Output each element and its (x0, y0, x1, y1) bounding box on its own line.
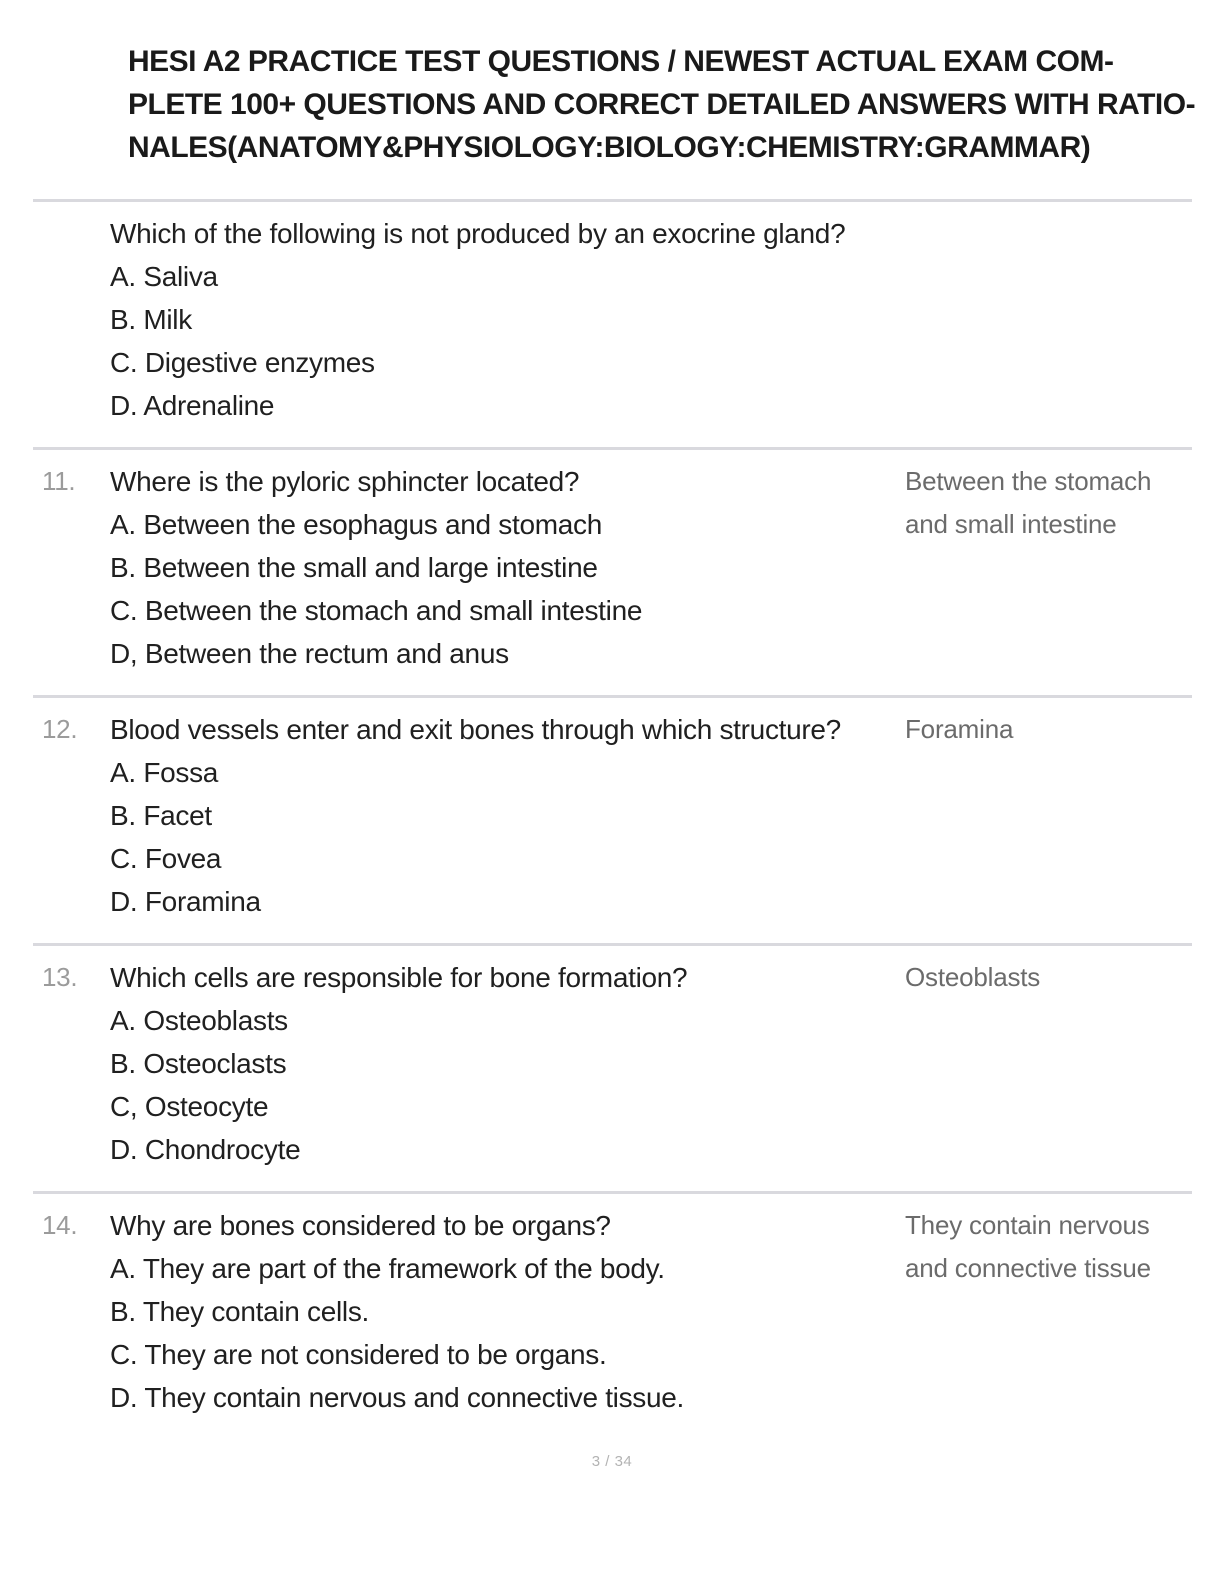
question-block (33, 447, 1192, 695)
answer-option-c: C. They are not considered to be organs. (110, 1339, 607, 1370)
answer-option-d: D. Chondrocyte (110, 1134, 301, 1165)
answer-option-d: D, Between the rectum and anus (110, 638, 509, 669)
question-text: Where is the pyloric sphincter located? (110, 466, 580, 497)
answer-option-d: D. Foramina (110, 886, 261, 917)
answer-option-c: C. Between the stomach and small intestine (110, 595, 643, 626)
question-body (110, 708, 905, 923)
question-text: Why are bones considered to be organs? (110, 1210, 611, 1241)
answer-option-b: B. They contain cells. (110, 1296, 370, 1327)
question-number: 12. (42, 714, 78, 744)
document-title-line: PLETE 100+ QUESTIONS AND CORRECT DETAILED ANSWERS WITH RATIO- (128, 88, 1196, 121)
page-footer (0, 1453, 1224, 1471)
answer-option-a: A. They are part of the framework of the body. (110, 1253, 665, 1284)
question-text: Which of the following is not produced by an exocrine gland? (110, 218, 846, 249)
question-number: 13. (42, 962, 78, 992)
document-title (0, 0, 1224, 199)
answer-option-b: B. Osteoclasts (110, 1048, 287, 1079)
answer-option-c: C. Digestive enzymes (110, 347, 375, 378)
answer-option-a: A. Fossa (110, 757, 219, 788)
question-block (33, 199, 1192, 447)
answer-option-b: B. Facet (110, 800, 212, 831)
question-number: 14. (42, 1210, 78, 1240)
question-text: Which cells are responsible for bone formation? (110, 962, 688, 993)
answer-option-d: D. They contain nervous and connective tissue. (110, 1382, 685, 1413)
answer-option-b: B. Milk (110, 304, 192, 335)
question-text: Blood vessels enter and exit bones through which structure? (110, 714, 841, 745)
answer-option-c: C, Osteocyte (110, 1091, 269, 1122)
document-title-line: HESI A2 PRACTICE TEST QUESTIONS / NEWEST ACTUAL EXAM COM- (128, 45, 1114, 78)
answer-option-b: B. Between the small and large intestine (110, 552, 598, 583)
answer-option-d: D. Adrenaline (110, 390, 275, 421)
document-title-line: NALES(ANATOMY&PHYSIOLOGY:BIOLOGY:CHEMISTRY:GRAMMAR) (128, 131, 1091, 164)
answer-option-a: A. Between the esophagus and stomach (110, 509, 602, 540)
question-body (110, 1204, 905, 1419)
correct-answer: Between the stomach and small intestine (905, 466, 1152, 539)
question-body (110, 956, 905, 1171)
correct-answer: Osteoblasts (905, 962, 1041, 992)
answer-option-a: A. Osteoblasts (110, 1005, 288, 1036)
correct-answer: They contain nervous and connective tissue (905, 1210, 1151, 1283)
correct-answer: Foramina (905, 714, 1014, 744)
page-number: 3 / 34 (591, 1453, 633, 1470)
question-block (33, 943, 1192, 1191)
question-block (33, 1191, 1192, 1439)
question-body (110, 460, 905, 675)
answer-option-a: A. Saliva (110, 261, 218, 292)
question-block (33, 695, 1192, 943)
question-number: 11. (42, 466, 76, 496)
answer-option-c: C. Fovea (110, 843, 222, 874)
question-body (110, 212, 905, 427)
